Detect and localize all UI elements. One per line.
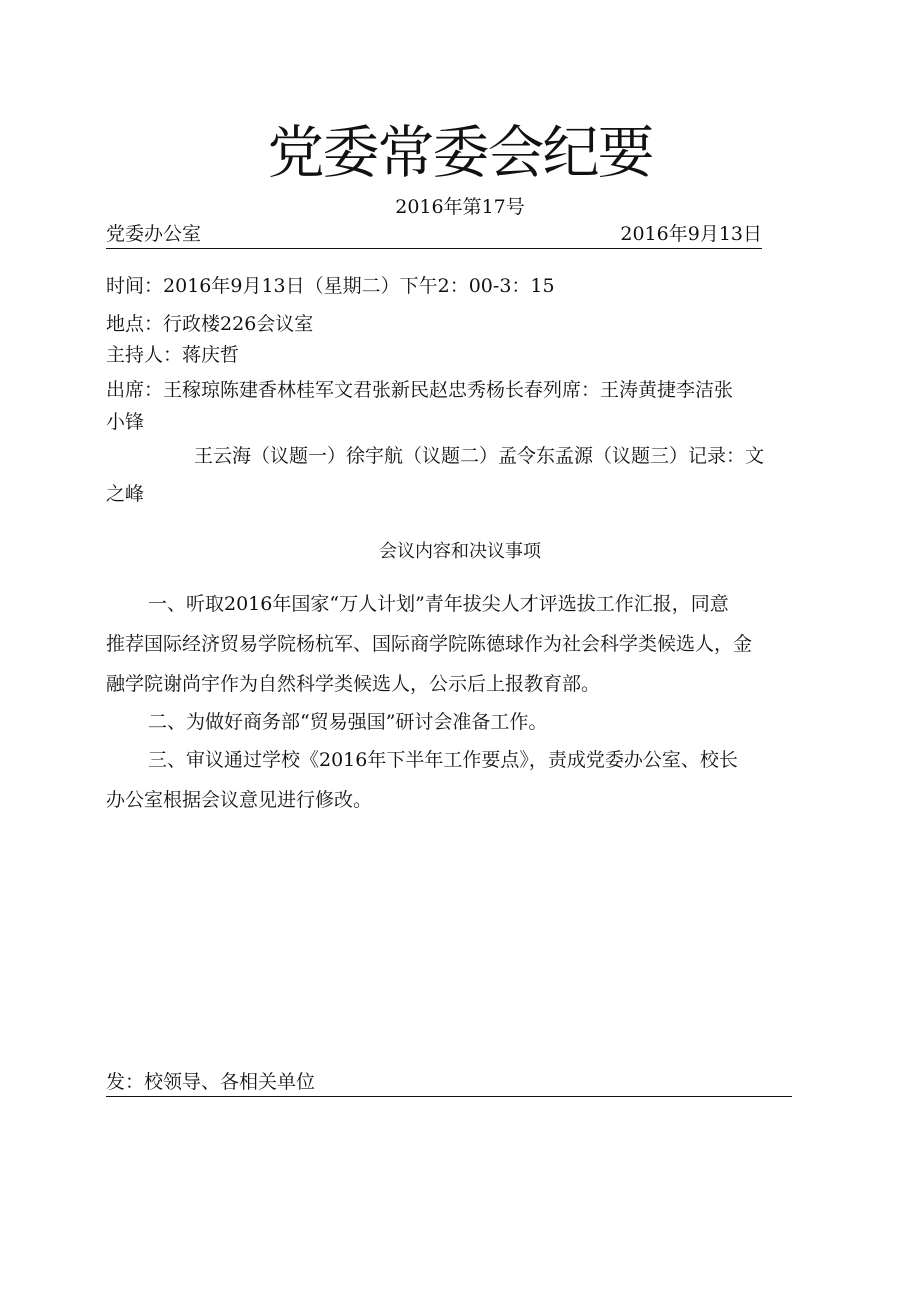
resolution-2: 二、为做好商务部“贸易强国”研讨会准备工作。 — [148, 711, 548, 733]
resolution-3-line-2: 办公室根据会议意见进行修改。 — [106, 789, 373, 811]
resolution-1-line-2: 推荐国际经济贸易学院杨杭军、国际商学院陈德球作为社会科学类候选人，金 — [106, 633, 753, 655]
attendance-line-4: 之峰 — [106, 483, 145, 505]
document-number: 2016年第17号 — [395, 196, 525, 218]
distribution-line — [106, 1068, 792, 1097]
meeting-host-value: 蒋庆哲 — [182, 344, 240, 366]
meeting-host-label: 主持人： — [106, 344, 183, 366]
attendance-line-2: 小锋 — [106, 411, 145, 433]
distribution-recipients: 校领导、各相关单位 — [144, 1071, 316, 1093]
meeting-host — [106, 341, 796, 369]
attendance-line-1: 出席：王稼琼陈建香林桂军文君张新民赵忠秀杨长春列席：王涛黄捷李洁张 — [106, 379, 734, 401]
resolution-3-line-1: 三、审议通过学校《2016年下半年工作要点》，责成党委办公室、校长 — [148, 749, 738, 771]
meeting-time-label: 时间： — [106, 275, 164, 297]
meeting-time — [106, 272, 796, 300]
meeting-time-value: 2016年9月13日（星期二）下午2：00-3：15 — [163, 275, 555, 297]
section-heading: 会议内容和决议事项 — [379, 541, 541, 562]
issuer: 党委办公室 — [106, 223, 202, 245]
issue-date: 2016年9月13日 — [620, 223, 762, 245]
distribution-label: 发： — [106, 1071, 145, 1093]
document-title: 党委常委会纪要 — [267, 120, 653, 186]
meeting-location — [106, 310, 796, 338]
resolution-1-line-1: 一、听取2016年国家“万人计划”青年拔尖人才评选拔工作汇报，同意 — [148, 593, 729, 615]
meeting-location-label: 地点： — [106, 313, 164, 335]
attendance-line-3: 王云海（议题一）徐宇航（议题二）孟令东孟源（议题三）记录：文 — [194, 445, 765, 467]
resolution-1-line-3: 融学院谢尚宇作为自然科学类候选人，公示后上报教育部。 — [106, 673, 601, 695]
issuer-row — [106, 220, 762, 249]
meeting-location-value: 行政楼226会议室 — [163, 313, 314, 335]
